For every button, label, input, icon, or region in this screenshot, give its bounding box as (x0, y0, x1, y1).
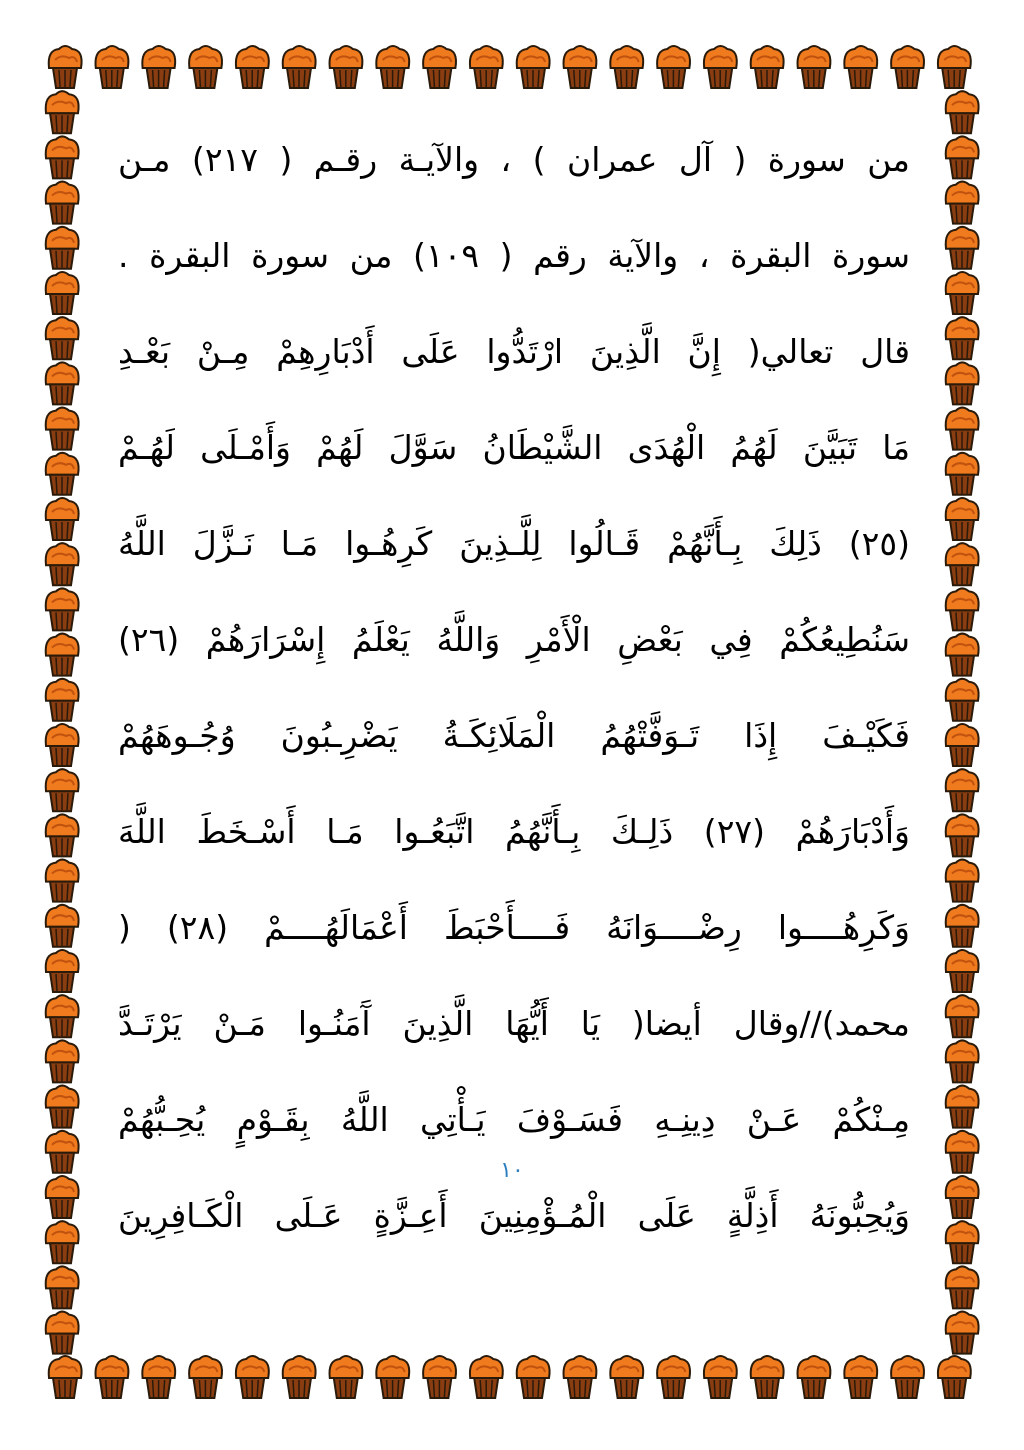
cupcake-icon (46, 950, 79, 992)
cupcake-icon (96, 46, 129, 88)
cupcake-icon (283, 1356, 316, 1398)
cupcake-icon (844, 1356, 877, 1398)
text-line-11: مِـنْكُمْ عَـنْ دِينِـهِ فَسَـوْفَ يَـأْتِي اللَّهُ بِقَـوْمٍ يُحِـبُّهُمْ (118, 1100, 910, 1139)
cupcake-icon (938, 1356, 971, 1398)
cupcake-icon (946, 860, 979, 902)
cupcake-icon (891, 46, 924, 88)
cupcake-icon (946, 408, 979, 450)
text-line-1: من سورة ( آل عمران ) ، والآيـة رقـم ( ٢١٧) مـن (118, 140, 910, 179)
cupcake-icon (946, 498, 979, 540)
cupcake-icon (751, 1356, 784, 1398)
cupcake-icon (946, 227, 979, 269)
text-line-6: سَنُطِيعُكُمْ فِي بَعْضِ الْأَمْرِ وَاللَّهُ يَعْلَمُ إِسْرَارَهُمْ (٢٦) (118, 620, 910, 659)
text-line-4: مَا تَبَيَّنَ لَهُمُ الْهُدَى الشَّيْطَانُ سَوَّلَ لَهُمْ وَأَمْـلَى لَهُـمْ (118, 428, 910, 467)
cupcake-icon (49, 46, 82, 88)
cupcake-icon (946, 769, 979, 811)
cupcake-icon (470, 46, 503, 88)
cupcake-icon (46, 1086, 79, 1128)
cupcake-icon (49, 1356, 82, 1398)
cupcake-icon (46, 182, 79, 224)
cupcake-icon (751, 46, 784, 88)
text-line-5: (٢٥) ذَلِكَ بِـأَنَّهُمْ قَـالُوا لِلَّـذِينَ كَرِهُـوا مَـا نَـزَّلَ اللَّهُ (118, 524, 910, 563)
cupcake-icon (46, 317, 79, 359)
cupcake-icon (946, 679, 979, 721)
cupcake-icon (46, 498, 79, 540)
cupcake-icon (46, 362, 79, 404)
cupcake-icon (46, 634, 79, 676)
cupcake-icon (946, 272, 979, 314)
cupcake-icon (46, 995, 79, 1037)
cupcake-icon (46, 769, 79, 811)
cupcake-icon (236, 1356, 269, 1398)
cupcake-icon (46, 408, 79, 450)
cupcake-icon (704, 46, 737, 88)
cupcake-icon (946, 136, 979, 178)
cupcake-icon (946, 362, 979, 404)
text-line-2: سورة البقرة ، والآية رقم ( ١٠٩) من سورة البقرة . (118, 236, 910, 275)
cupcake-icon (946, 1221, 979, 1263)
cupcake-icon (46, 91, 79, 133)
cupcake-icon (46, 724, 79, 766)
cupcake-icon (946, 814, 979, 856)
cupcake-icon (798, 46, 831, 88)
page-number: ١٠ (500, 1158, 524, 1183)
cupcake-icon (946, 543, 979, 585)
text-line-3: قال تعالي( إِنَّ الَّذِينَ ارْتَدُّوا عَلَى أَدْبَارِهِمْ مِـنْ بَعْـدِ (118, 332, 910, 371)
cupcake-icon (46, 588, 79, 630)
cupcake-icon (946, 995, 979, 1037)
cupcake-icon (330, 46, 363, 88)
cupcake-icon (46, 1221, 79, 1263)
cupcake-icon (946, 1312, 979, 1354)
cupcake-icon (46, 905, 79, 947)
cupcake-icon (46, 227, 79, 269)
cupcake-icon (657, 1356, 690, 1398)
cupcake-icon (704, 1356, 737, 1398)
cupcake-icon (517, 1356, 550, 1398)
cupcake-icon (946, 182, 979, 224)
cupcake-icon (46, 860, 79, 902)
cupcake-icon (423, 1356, 456, 1398)
cupcake-icon (46, 814, 79, 856)
cupcake-icon (938, 46, 971, 88)
cupcake-icon (189, 46, 222, 88)
cupcake-icon (946, 724, 979, 766)
cupcake-icon (844, 46, 877, 88)
cupcake-icon (798, 1356, 831, 1398)
cupcake-icon (517, 46, 550, 88)
cupcake-icon (564, 46, 597, 88)
cupcake-icon (46, 1266, 79, 1308)
text-line-7: فَكَيْـفَ إِذَا تَـوَفَّتْهُمُ الْمَلَائِكَـةُ يَضْرِـبُونَ وُجُـوهَهُمْ (118, 716, 910, 755)
cupcake-icon (46, 1312, 79, 1354)
cupcake-icon (376, 1356, 409, 1398)
cupcake-icon (946, 317, 979, 359)
page-body (118, 130, 910, 1235)
cupcake-icon (46, 679, 79, 721)
cupcake-icon (46, 272, 79, 314)
cupcake-icon (96, 1356, 129, 1398)
cupcake-icon (946, 1266, 979, 1308)
cupcake-icon (891, 1356, 924, 1398)
cupcake-icon (946, 1040, 979, 1082)
cupcake-icon (46, 543, 79, 585)
text-line-10: محمد)//وقال أيضا( يَا أَيُّهَا الَّذِينَ آَمَنُـوا مَـنْ يَرْتَـدَّ (118, 1004, 910, 1043)
cupcake-icon (46, 1040, 79, 1082)
cupcake-icon (142, 1356, 175, 1398)
text-line-9: وَكَرِهُــــوا رِضْــــوَانَهُ فَــــأَحْبَطَ أَعْمَالَهُــــمْ (٢٨) ( (118, 908, 910, 947)
cupcake-icon (283, 46, 316, 88)
cupcake-icon (330, 1356, 363, 1398)
cupcake-icon (946, 588, 979, 630)
cupcake-icon (946, 91, 979, 133)
cupcake-icon (946, 453, 979, 495)
text-line-8: وَأَدْبَارَهُمْ (٢٧) ذَلِـكَ بِـأَنَّهُمُ اتَّبَعُـوا مَـا أَسْـخَطَ اللَّهَ (118, 812, 910, 851)
cupcake-icon (189, 1356, 222, 1398)
cupcake-icon (423, 46, 456, 88)
text-line-12: وَيُحِبُّونَهُ أَذِلَّةٍ عَلَى الْمُـؤْمِنِينَ أَعِـزَّةٍ عَـلَى الْكَـافِرِينَ (118, 1196, 910, 1235)
cupcake-icon (946, 634, 979, 676)
cupcake-icon (236, 46, 269, 88)
cupcake-icon (142, 46, 175, 88)
cupcake-icon (946, 905, 979, 947)
cupcake-icon (657, 46, 690, 88)
cupcake-icon (610, 1356, 643, 1398)
cupcake-icon (564, 1356, 597, 1398)
cupcake-icon (46, 136, 79, 178)
cupcake-icon (470, 1356, 503, 1398)
cupcake-icon (946, 1086, 979, 1128)
cupcake-icon (610, 46, 643, 88)
cupcake-icon (46, 453, 79, 495)
cupcake-icon (376, 46, 409, 88)
cupcake-icon (946, 950, 979, 992)
